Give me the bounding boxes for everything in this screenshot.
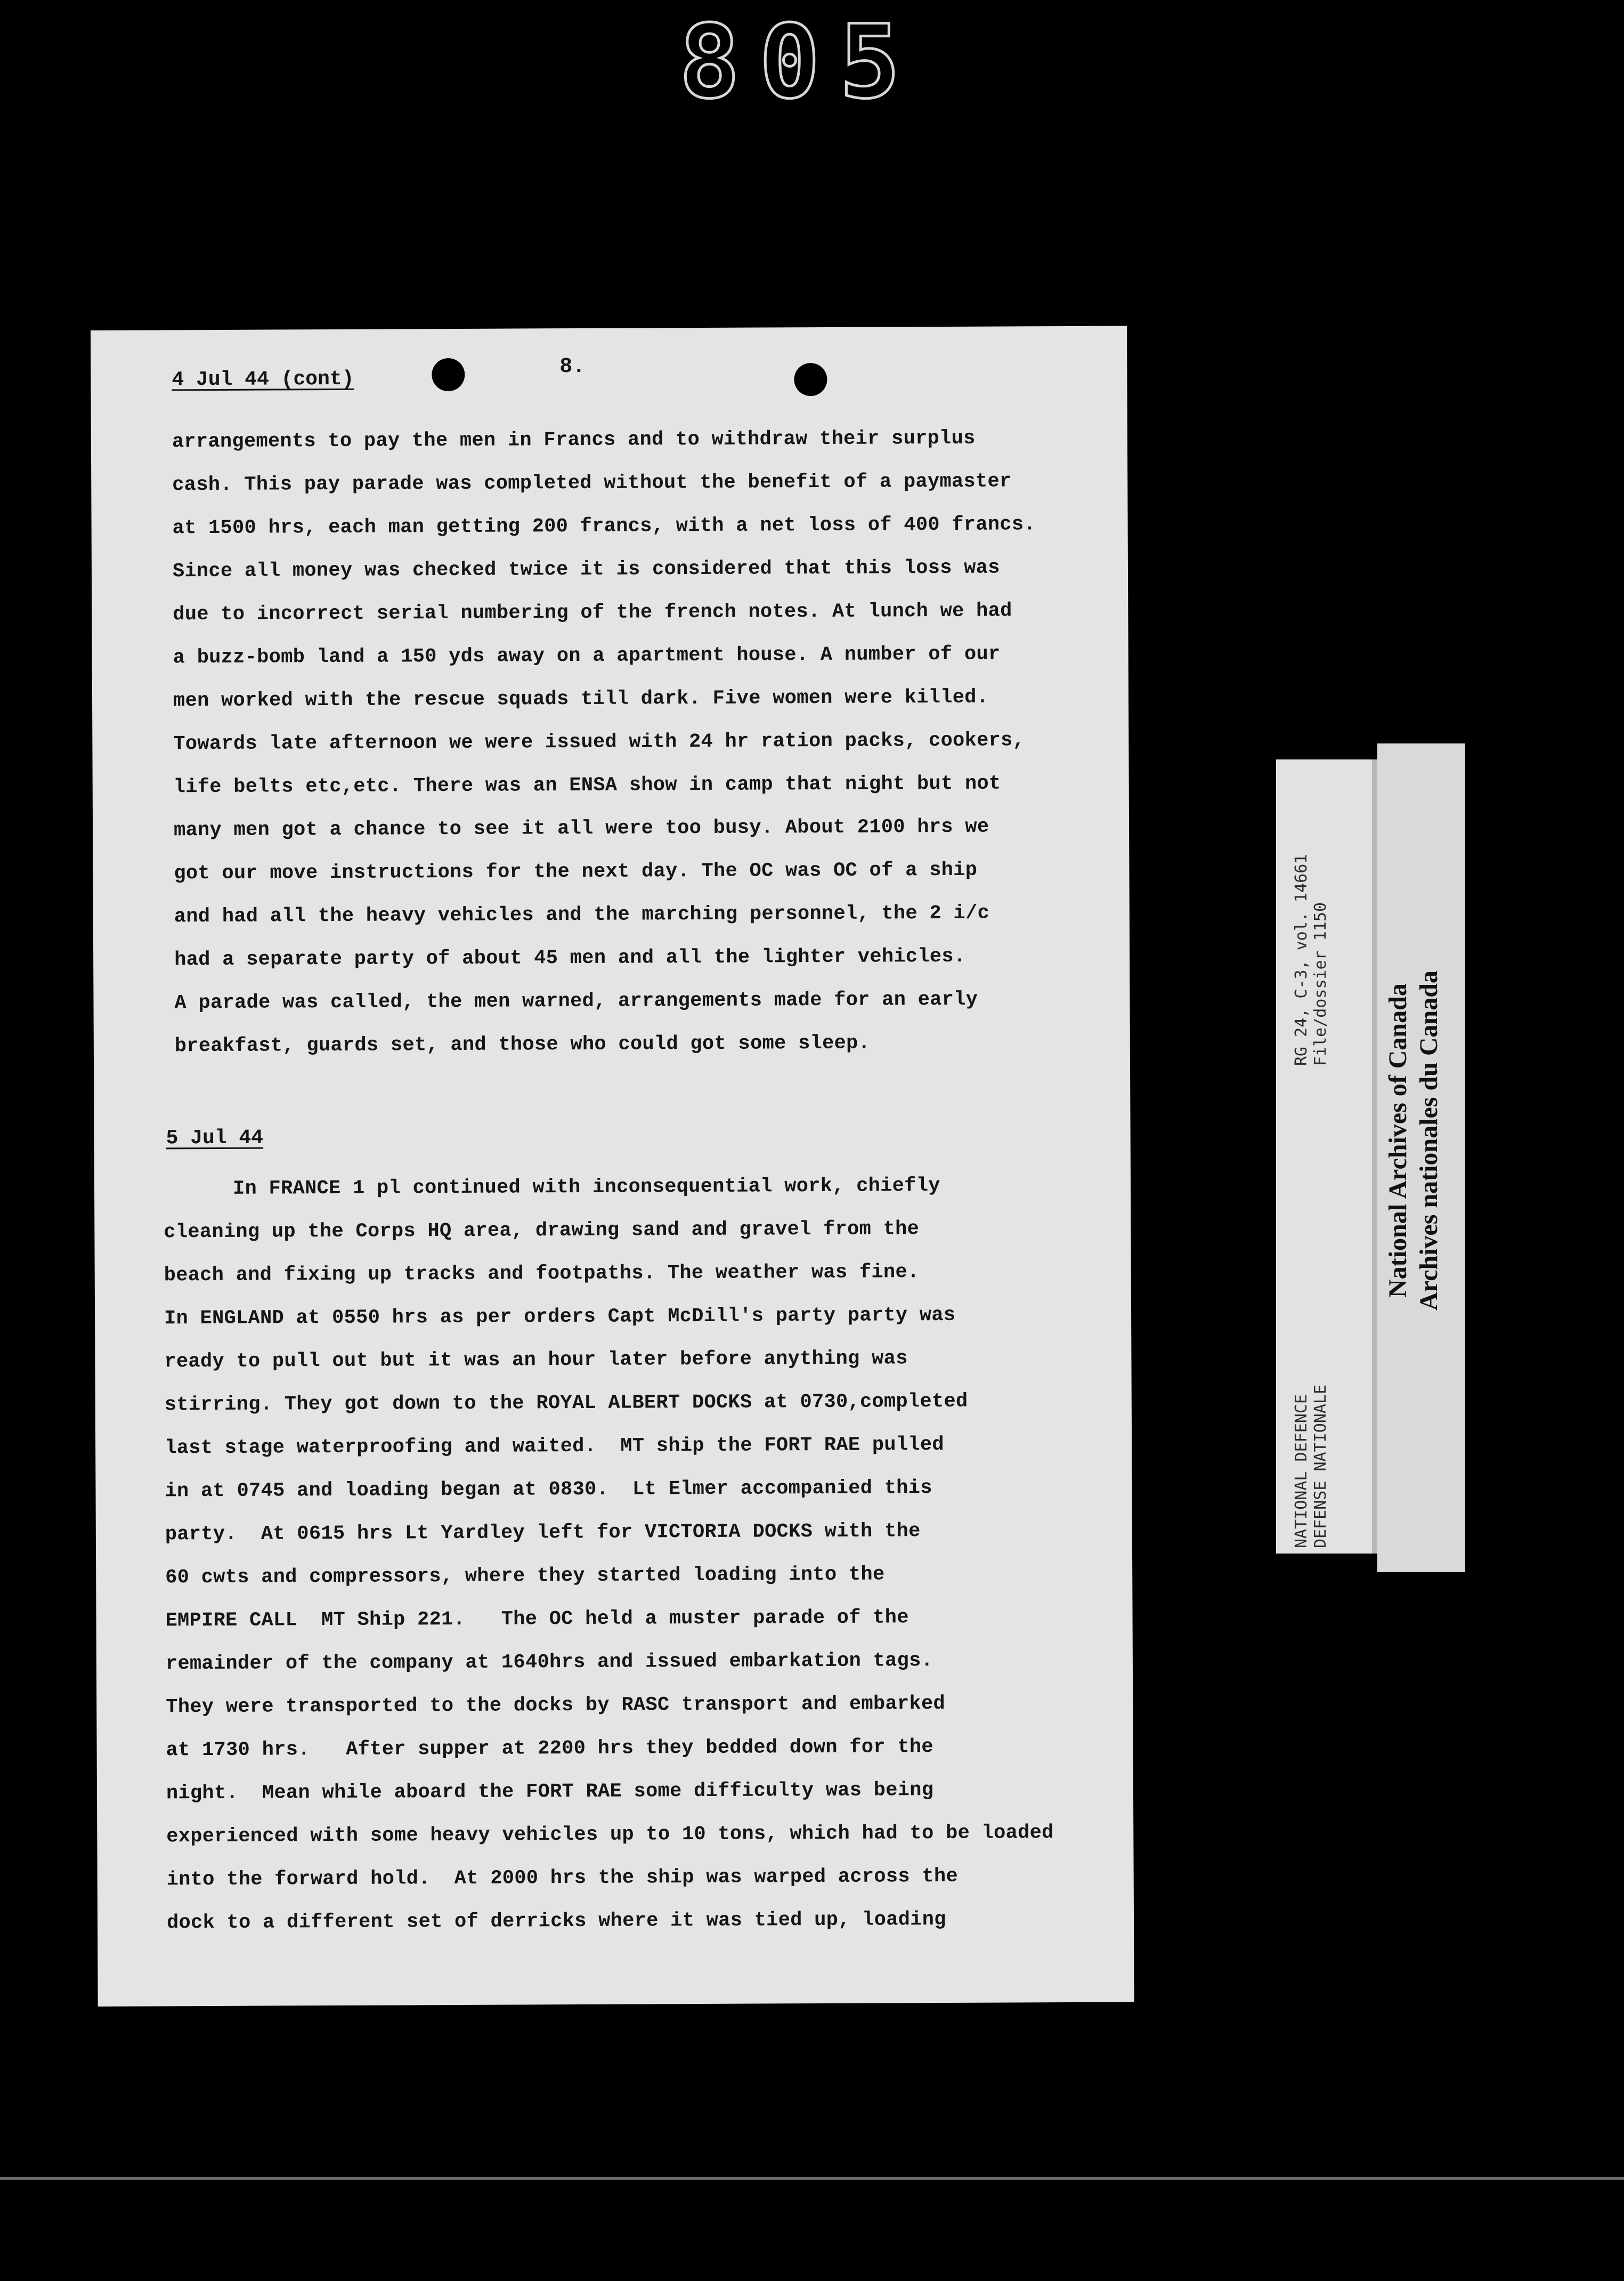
page-number: 8. [559,354,586,379]
text-line: in at 0745 and loading began at 0830. Lt Elmer accompanied this [165,1477,932,1503]
diary-entry-text [164,1164,1054,1945]
text-line: at 1500 hrs, each man getting 200 francs, with a net loss of 400 francs. [172,513,1036,540]
text-line: many men got a chance to see it all were too busy. About 2100 hrs we [174,815,989,842]
text-line: A parade was called, the men warned, arrangements made for an early [174,988,978,1015]
text-line: had a separate party of about 45 men and all the lighter vehicles. [174,945,966,972]
text-line: Towards late afternoon we were issued with 24 hr ration packs, cookers, [173,729,1025,756]
text-line: breakfast, guards set, and those who could got some sleep. [174,1032,871,1058]
text-line: party. At 0615 hrs Lt Yardley left for VICTORIA DOCKS with the [165,1520,921,1546]
archives-name-text [1383,959,1444,1322]
text-line: remainder of the company at 1640hrs and issued embarkation tags. [165,1649,933,1676]
text-line: Since all money was checked twice it is considered that this loss was [172,556,1000,583]
department-line: NATIONAL DEFENCE [1292,1394,1311,1548]
text-line: They were transported to the docks by RASC transport and embarked [166,1693,946,1719]
text-line: cleaning up the Corps HQ area, drawing sand and gravel from the [164,1218,920,1244]
text-line: got our move instructions for the next day. The OC was OC of a ship [174,859,978,885]
text-line: experienced with some heavy vehicles up to 10 tons, which had to be loaded [166,1822,1054,1848]
text-line: a buzz-bomb land a 150 yds away on a apartment house. A number of our [173,643,1001,669]
text-line: into the forward hold. At 2000 hrs the ship was warped across the [166,1865,959,1891]
text-line: ready to pull out but it was an hour later before anything was [164,1347,908,1373]
text-line: 60 cwts and compressors, where they started loading into the [165,1563,885,1589]
document-page [91,326,1134,2007]
text-line: stirring. They got down to the ROYAL ALBERT DOCKS at 0730,completed [164,1390,968,1417]
entry-date-heading: 5 Jul 44 [166,1126,264,1150]
text-line: In ENGLAND at 0550 hrs as per orders Capt McDill's party party was [164,1304,956,1330]
text-line: night. Mean while aboard the FORT RAE some difficulty was being [166,1779,934,1805]
text-line: last stage waterproofing and waited. MT ship the FORT RAE pulled [165,1434,944,1460]
text-line: and had all the heavy vehicles and the marching personnel, the 2 i/c [174,902,990,928]
frame-number: 805 [679,3,920,121]
punch-hole [432,358,465,391]
reference-line: RG 24, C-3, vol. 14661 [1292,854,1311,1066]
film-edge-line [0,2177,1624,2180]
text-line: cash. This pay parade was completed without the benefit of a paymaster [172,470,1012,497]
diary-entry-text [172,417,1038,1068]
text-line: life belts etc,etc. There was an ENSA show in camp that night but not [173,772,1001,799]
text-line: men worked with the rescue squads till dark. Five women were killed. [173,686,989,713]
department-line: DEFENSE NATIONALE [1311,1384,1330,1548]
punch-hole [794,363,827,396]
text-line: In FRANCE 1 pl continued with inconsequential work, chiefly [232,1175,940,1200]
text-line: at 1730 hrs. After supper at 2200 hrs they bedded down for the [166,1736,933,1762]
text-line: due to incorrect serial numbering of the french notes. At lunch we had [173,600,1012,626]
text-line: arrangements to pay the men in Francs and to withdraw their surplus [172,427,976,454]
text-line: EMPIRE CALL MT Ship 221. The OC held a muster parade of the [165,1606,909,1632]
reference-line: File/dossier 1150 [1311,902,1330,1066]
archives-line: National Archives of Canada [1384,983,1412,1298]
department-text [1292,1319,1330,1548]
archive-reference-text [1292,767,1330,1066]
entry-date-heading: 4 Jul 44 (cont) [172,367,354,392]
archives-line: Archives nationales du Canada [1415,970,1443,1311]
text-line: beach and fixing up tracks and footpaths. The weather was fine. [164,1261,920,1287]
text-line: dock to a different set of derricks where it was tied up, loading [166,1908,946,1935]
